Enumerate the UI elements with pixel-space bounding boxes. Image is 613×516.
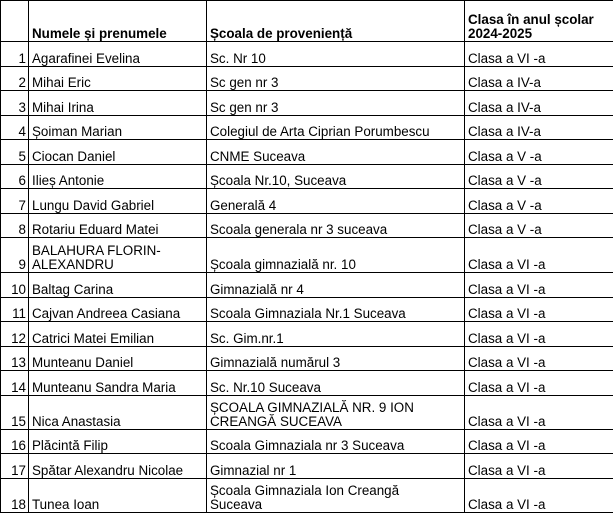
header-clasa: Clasa în anul școlar 2024-2025 <box>465 1 613 42</box>
school-of-origin: Sc. Nr 10 <box>207 42 465 67</box>
table-row <box>1 140 613 165</box>
school-of-origin: CNME Suceava <box>207 140 465 165</box>
table-row <box>1 273 613 298</box>
class-level: Clasa a VI -a <box>465 238 613 273</box>
class-level: Clasa a V -a <box>465 140 613 165</box>
student-name: Șoiman Marian <box>29 115 207 140</box>
student-name: Spătar Alexandru Nicolae <box>29 454 207 479</box>
row-number: 17 <box>1 454 29 479</box>
table-row <box>1 297 613 322</box>
table-row <box>1 213 613 238</box>
school-of-origin: Gimnazială nr 4 <box>207 273 465 298</box>
class-level: Clasa a VI -a <box>465 42 613 67</box>
class-level: Clasa a VI -a <box>465 454 613 479</box>
row-number: 2 <box>1 66 29 91</box>
table-row <box>1 346 613 371</box>
class-level: Clasa a IV-a <box>465 66 613 91</box>
student-name: Agarafinei Evelina <box>29 42 207 67</box>
table-row <box>1 429 613 454</box>
school-of-origin: Scoala generala nr 3 suceava <box>207 213 465 238</box>
header-nume: Numele și prenumele <box>29 1 207 42</box>
class-level: Clasa a V -a <box>465 213 613 238</box>
student-name: Tunea Ioan <box>29 478 207 512</box>
row-number: 6 <box>1 164 29 189</box>
table-row <box>1 238 613 273</box>
header-scoala: Școala de proveniență <box>207 1 465 42</box>
class-level: Clasa a VI -a <box>465 273 613 298</box>
school-of-origin: Gimnazială numărul 3 <box>207 346 465 371</box>
class-level: Clasa a VI -a <box>465 322 613 347</box>
student-name: Ciocan Daniel <box>29 140 207 165</box>
row-number: 10 <box>1 273 29 298</box>
student-name: Catrici Matei Emilian <box>29 322 207 347</box>
student-name: Munteanu Sandra Maria <box>29 371 207 396</box>
table-row <box>1 115 613 140</box>
student-name: Rotariu Eduard Matei <box>29 213 207 238</box>
school-of-origin: Scoala Gimnaziala Nr.1 Suceava <box>207 297 465 322</box>
row-number: 1 <box>1 42 29 67</box>
row-number: 4 <box>1 115 29 140</box>
school-of-origin: Sc. Nr.10 Suceava <box>207 371 465 396</box>
row-number: 11 <box>1 297 29 322</box>
row-number: 5 <box>1 140 29 165</box>
class-level: Clasa a VI -a <box>465 395 613 429</box>
school-of-origin: Scoala Gimnaziala nr 3 Suceava <box>207 429 465 454</box>
row-number: 8 <box>1 213 29 238</box>
row-number: 18 <box>1 478 29 512</box>
student-name: Baltag Carina <box>29 273 207 298</box>
school-of-origin: Sc gen nr 3 <box>207 66 465 91</box>
school-of-origin: Școala Gimnaziala Ion Creangă Suceava <box>207 478 465 512</box>
table-row <box>1 395 613 429</box>
table-row <box>1 91 613 116</box>
class-level: Clasa a VI -a <box>465 371 613 396</box>
school-of-origin: Sc. Gim.nr.1 <box>207 322 465 347</box>
table-row <box>1 322 613 347</box>
row-number: 16 <box>1 429 29 454</box>
student-name: Mihai Eric <box>29 66 207 91</box>
row-number: 14 <box>1 371 29 396</box>
student-name: Mihai Irina <box>29 91 207 116</box>
class-level: Clasa a IV-a <box>465 115 613 140</box>
student-name: Ilieș Antonie <box>29 164 207 189</box>
header-row <box>1 1 613 42</box>
student-name: BALAHURA FLORIN- ALEXANDRU <box>29 238 207 273</box>
class-level: Clasa a VI -a <box>465 297 613 322</box>
student-name: Plăcintă Filip <box>29 429 207 454</box>
row-number: 13 <box>1 346 29 371</box>
header-nr <box>1 1 29 42</box>
class-level: Clasa a VI -a <box>465 429 613 454</box>
school-of-origin: Gimnazial nr 1 <box>207 454 465 479</box>
table-row <box>1 42 613 67</box>
table-row <box>1 66 613 91</box>
row-number: 3 <box>1 91 29 116</box>
class-level: Clasa a VI -a <box>465 478 613 512</box>
school-of-origin: Generală 4 <box>207 189 465 214</box>
class-level: Clasa a IV-a <box>465 91 613 116</box>
table-row <box>1 164 613 189</box>
student-name: Nica Anastasia <box>29 395 207 429</box>
student-name: Munteanu Daniel <box>29 346 207 371</box>
table-row <box>1 478 613 512</box>
class-level: Clasa a VI -a <box>465 346 613 371</box>
school-of-origin: Școala Nr.10, Suceava <box>207 164 465 189</box>
student-name: Lungu David Gabriel <box>29 189 207 214</box>
row-number: 9 <box>1 238 29 273</box>
school-of-origin: Colegiul de Arta Ciprian Porumbescu <box>207 115 465 140</box>
class-level: Clasa a V -a <box>465 189 613 214</box>
table-row <box>1 371 613 396</box>
school-of-origin: Sc gen nr 3 <box>207 91 465 116</box>
row-number: 15 <box>1 395 29 429</box>
school-of-origin: ȘCOALA GIMNAZIALĂ NR. 9 ION CREANGĂ SUCEAVA <box>207 395 465 429</box>
student-name: Cajvan Andreea Casiana <box>29 297 207 322</box>
row-number: 12 <box>1 322 29 347</box>
table-row <box>1 189 613 214</box>
school-of-origin: Școala gimnazială nr. 10 <box>207 238 465 273</box>
table-row <box>1 454 613 479</box>
row-number: 7 <box>1 189 29 214</box>
class-level: Clasa a V -a <box>465 164 613 189</box>
